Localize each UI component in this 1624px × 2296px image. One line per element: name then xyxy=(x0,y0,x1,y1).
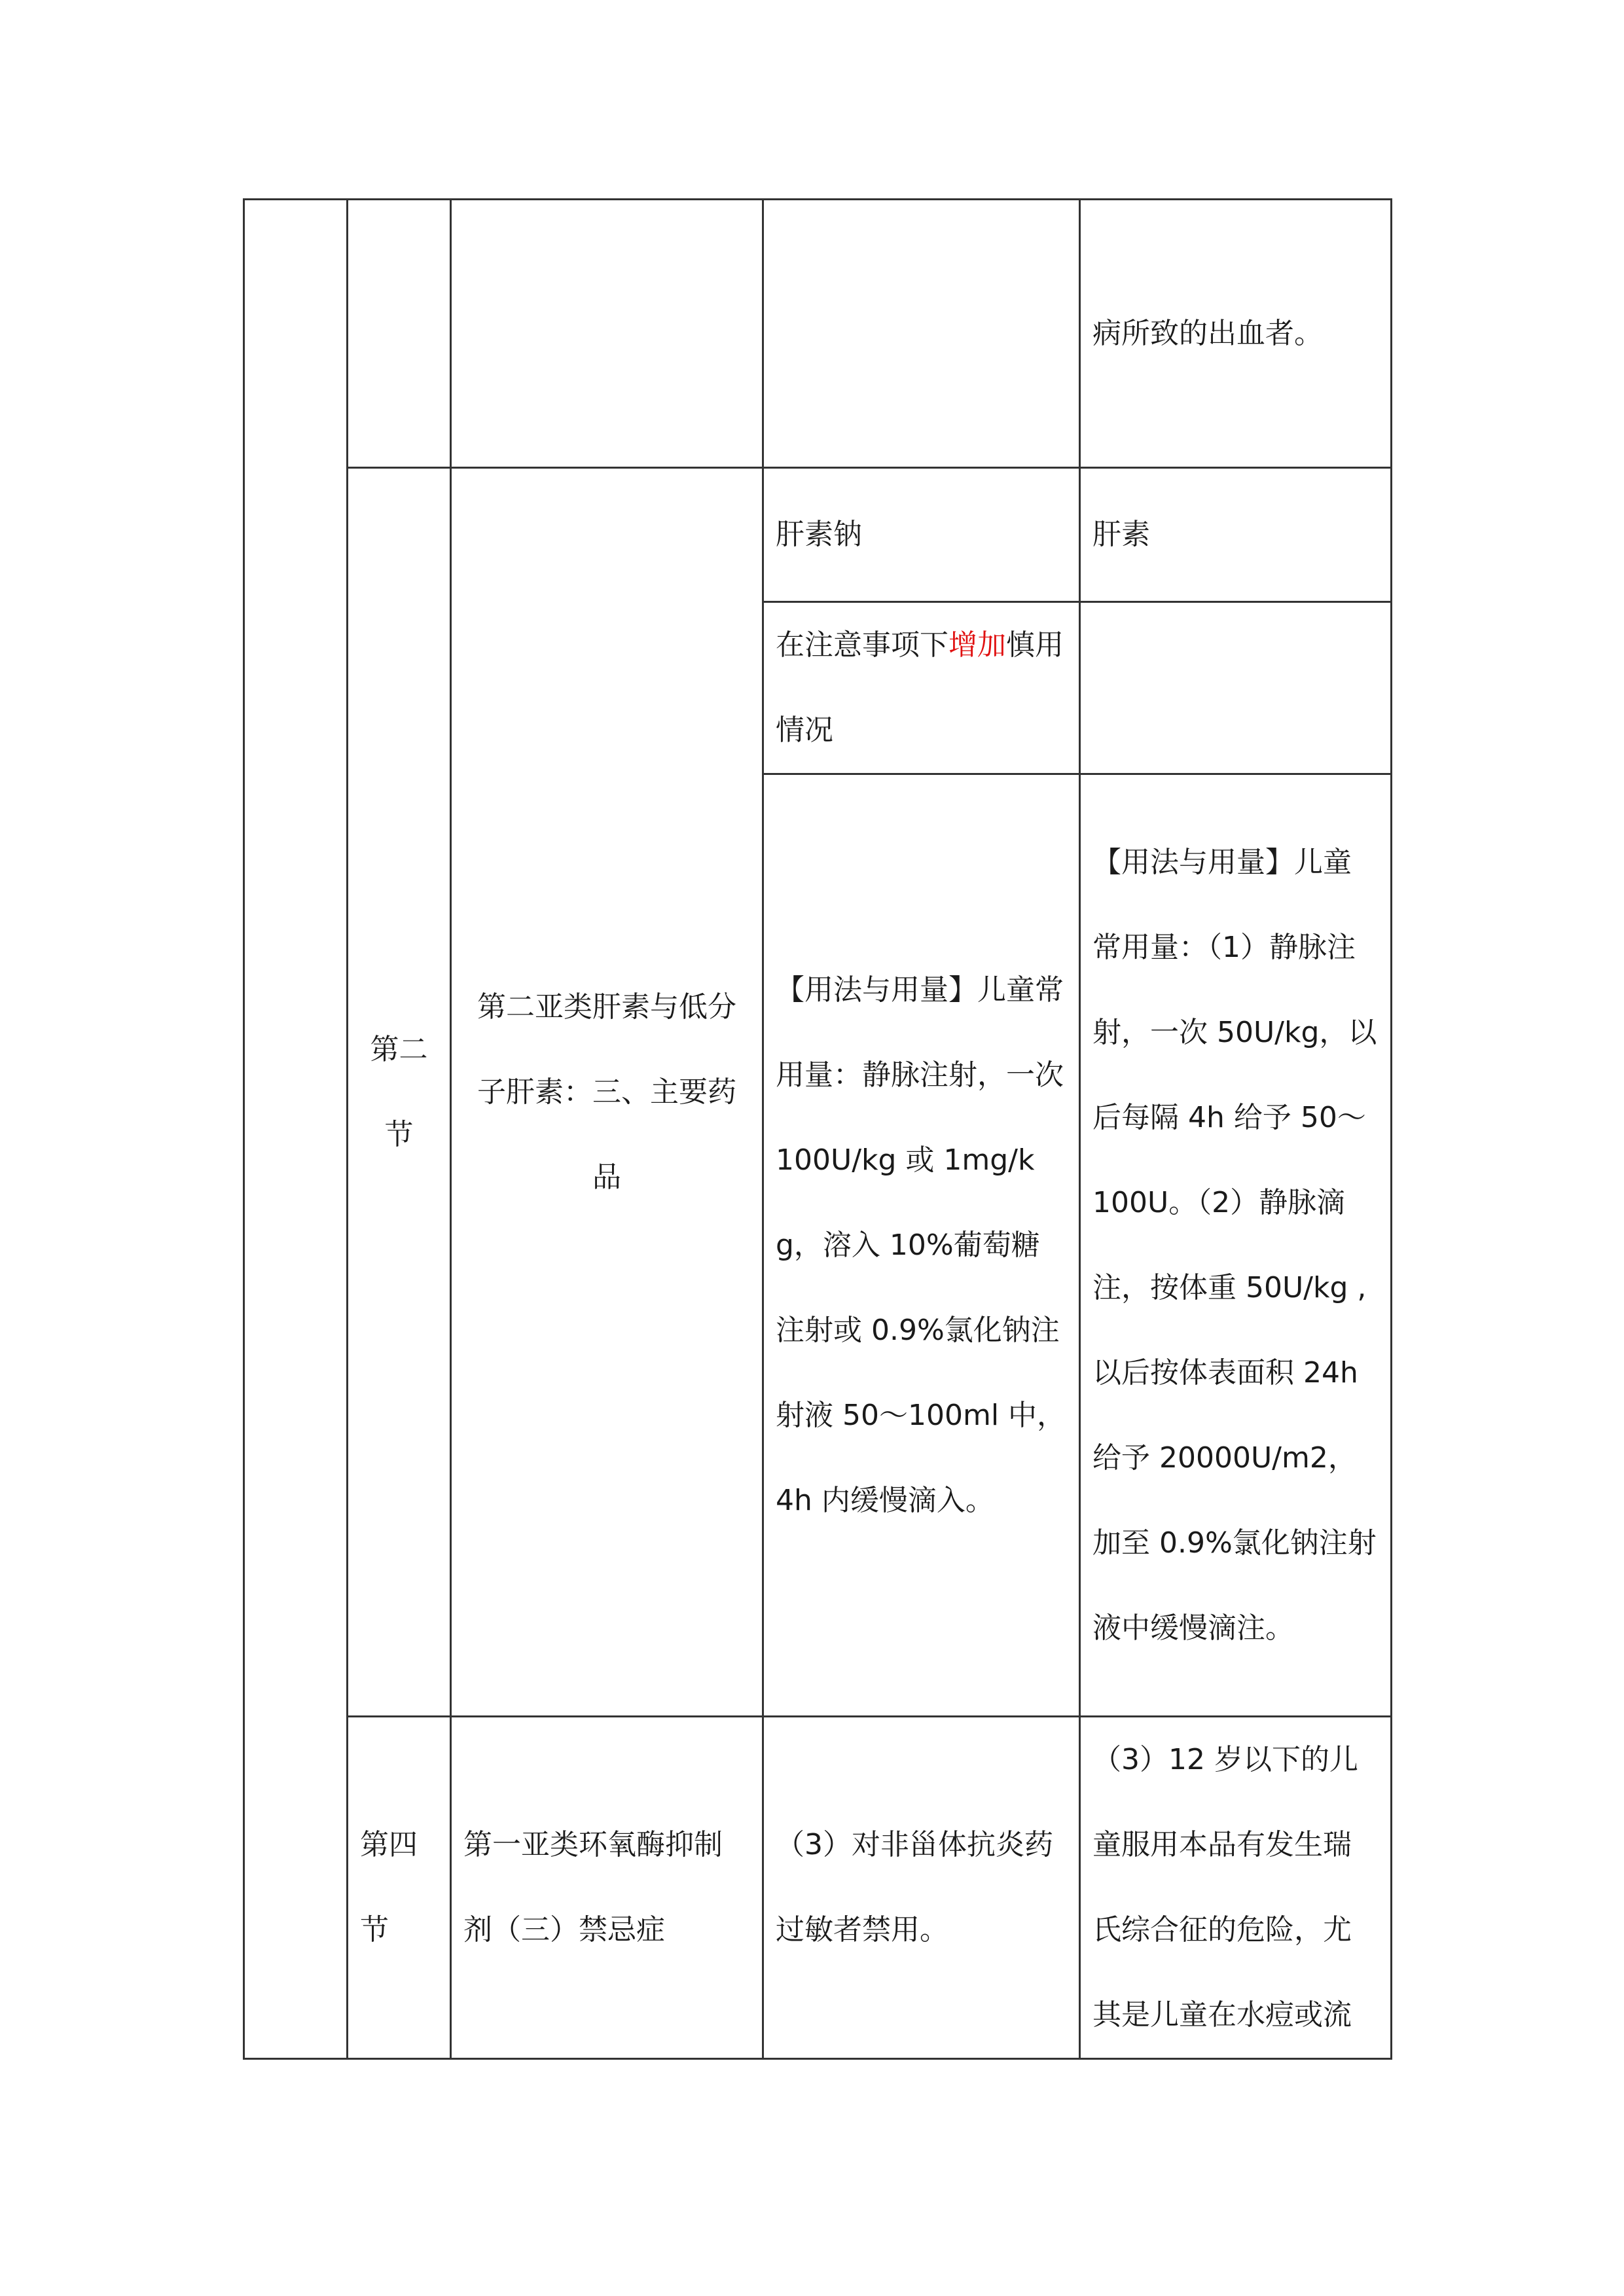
dosage-revised: 【用法与用量】儿童常用量：（1）静脉注射，一次 50U/kg，以后每隔 4h 给予 50～100U。（2）静脉滴注，按体重 50U/kg ,以后按体表面积 24h 给予 20000U/m2，加至 0.9%氯化钠注射液中缓慢滴注。 xyxy=(1092,845,1377,1645)
dosage-original: 【用法与用量】儿童常用量：静脉注射，一次 100U/kg 或 1mg/kg，溶入 10%葡萄糖注射或 0.9%氯化钠注射液 50～100ml 中，4h 内缓慢滴入。 xyxy=(776,973,1066,1517)
revised-text: 病所致的出血者。 xyxy=(1092,316,1323,350)
drug-name-revised: 肝素 xyxy=(1092,518,1150,551)
original-text-cell xyxy=(763,1717,1080,2059)
revised-text-cell xyxy=(1080,468,1392,602)
revision-table xyxy=(243,198,1392,2060)
drug-name-original: 肝素钠 xyxy=(776,518,862,551)
section-label-cell xyxy=(348,1717,451,2059)
topic-cell xyxy=(451,468,763,1717)
contraindication-original: （3）对非甾体抗炎药过敏者禁用。 xyxy=(776,1828,1053,1946)
chapter-column-cell xyxy=(244,200,348,2059)
section-label: 第二节 xyxy=(370,1032,428,1151)
revised-text-cell xyxy=(1080,1717,1392,2059)
dosage-revised-cell xyxy=(1080,774,1392,1717)
section-cell xyxy=(348,200,451,468)
revised-text-cell xyxy=(1080,200,1392,468)
topic-cell xyxy=(451,1717,763,2059)
note-cell xyxy=(763,602,1080,774)
table-row xyxy=(244,200,1392,468)
dosage-original-cell xyxy=(763,774,1080,1717)
highlight-text: 增加 xyxy=(948,628,1006,662)
topic-text: 第二亚类肝素与低分子肝素：三、主要药品 xyxy=(477,990,736,1194)
topic-cell xyxy=(451,200,763,468)
topic-text: 第一亚类环氧酶抑制剂（三）禁忌症 xyxy=(463,1828,723,1946)
note-suffix: 慎用情况 xyxy=(776,628,1064,747)
table-row xyxy=(244,1717,1392,2059)
section-label-cell xyxy=(348,468,451,1717)
contraindication-revised: （3）12 岁以下的儿童服用本品有发生瑞氏综合征的危险，尤其是儿童在水痘或流 xyxy=(1092,1743,1358,2032)
note-prefix: 在注意事项下 xyxy=(776,628,948,662)
original-text-cell xyxy=(763,200,1080,468)
original-text-cell xyxy=(763,468,1080,602)
table-row xyxy=(244,468,1392,602)
section-label: 第四节 xyxy=(360,1828,418,1946)
empty-cell xyxy=(1080,602,1392,774)
